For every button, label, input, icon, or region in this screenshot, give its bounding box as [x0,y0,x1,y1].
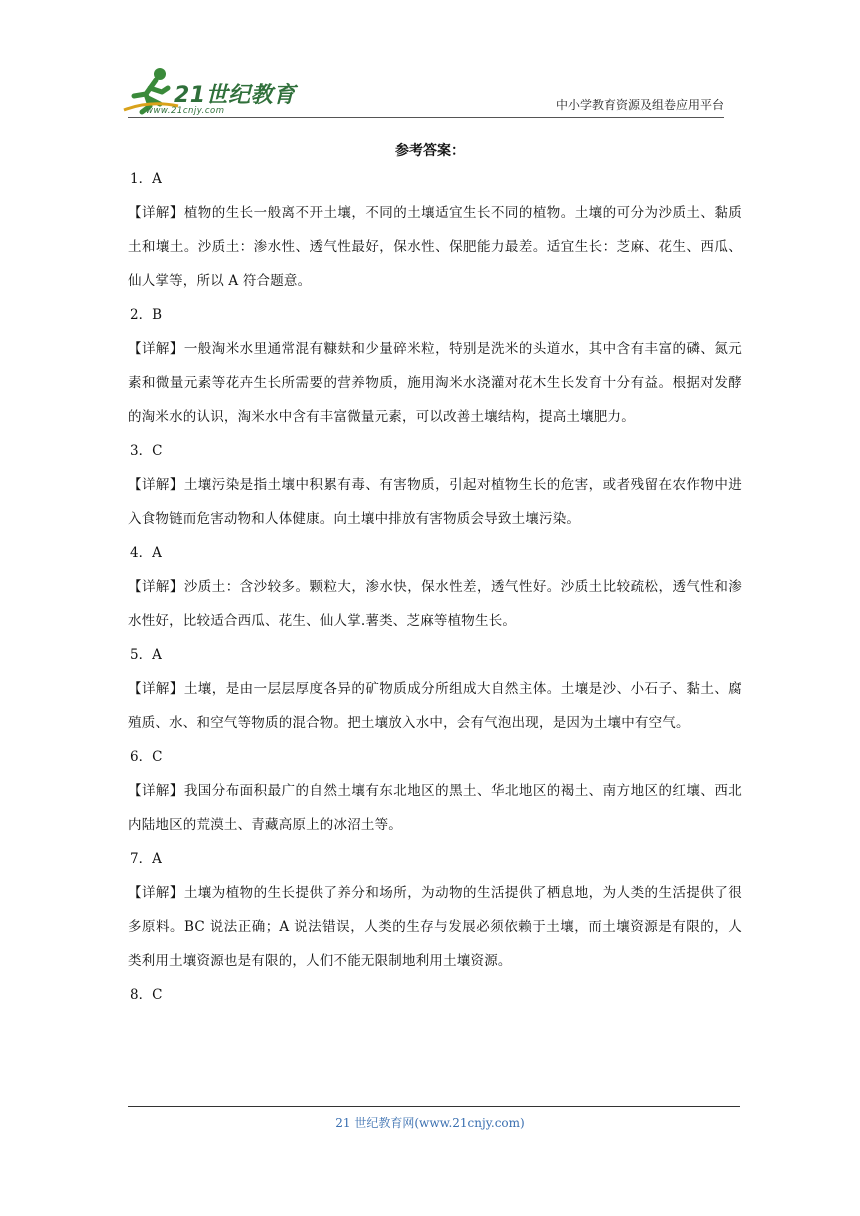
logo-text: 21世纪教育 [174,83,296,108]
answer-number: 6．C [130,749,163,765]
answer-number: 8．C [130,987,163,1003]
answer-detail: 【详解】我国分布面积最广的自然土壤有东北地区的黑土、华北地区的褐土、南方地区的红壤、西北内陆地区的荒漠土、青藏高原上的冰沼土等。 [128,783,742,833]
site-logo[interactable] [120,66,300,116]
answer-item [128,638,742,740]
logo-url: www.21cnjy.com [146,106,225,116]
answer-detail: 【详解】一般淘米水里通常混有糠麸和少量碎米粒，特别是洗米的头道水，其中含有丰富的磷、氮元素和微量元素等花卉生长所需要的营养物质，施用淘米水浇灌对花木生长发育十分有益。根据对发酵的淘米水的认识，淘米水中含有丰富微量元素，可以改善土壤结构，提高土壤肥力。 [128,341,742,425]
answer-item [128,434,742,536]
answer-item [128,162,742,298]
answer-number: 3．C [130,443,163,459]
answer-detail: 【详解】土壤污染是指土壤中积累有毒、有害物质，引起对植物生长的危害，或者残留在农作物中进入食物链而危害动物和人体健康。向土壤中排放有害物质会导致土壤污染。 [128,477,742,527]
answer-detail: 【详解】土壤，是由一层层厚度各异的矿物质成分所组成大自然主体。土壤是沙、小石子、黏土、腐殖质、水、和空气等物质的混合物。把土壤放入水中，会有气泡出现，是因为土壤中有空气。 [128,681,742,731]
answer-item [128,536,742,638]
page-title: 参考答案： [395,143,465,159]
answer-item [128,740,742,842]
header-divider [128,117,724,118]
answer-list [128,162,742,1012]
answer-number: 4．A [130,545,162,561]
answer-detail: 【详解】沙质土：含沙较多。颗粒大，渗水快，保水性差，透气性好。沙质土比较疏松，透气性和渗水性好，比较适合西瓜、花生、仙人掌.薯类、芝麻等植物生长。 [128,579,742,629]
footer-divider [128,1106,740,1107]
answer-number: 5．A [130,647,162,663]
footer-link[interactable]: 21 世纪教育网(www.21cnjy.com) [335,1116,525,1130]
answer-item [128,298,742,434]
answer-item [128,842,742,978]
answer-detail: 【详解】植物的生长一般离不开土壤，不同的土壤适宜生长不同的植物。土壤的可分为沙质土、黏质土和壤土。沙质土：渗水性、透气性最好，保水性、保肥能力最差。适宜生长：芝麻、花生、西瓜、仙人掌等，所以 A 符合题意。 [128,205,742,289]
header-platform-text: 中小学教育资源及组卷应用平台 [555,98,724,112]
answer-number: 2．B [130,307,163,323]
answer-number: 7．A [130,851,162,867]
answer-detail: 【详解】土壤为植物的生长提供了养分和场所，为动物的生活提供了栖息地，为人类的生活提供了很多原料。BC 说法正确；A 说法错误，人类的生存与发展必须依赖于土壤，而土壤资源是有限的，人类利用土壤资源也是有限的，人们不能无限制地利用土壤资源。 [128,885,742,969]
answer-item [128,978,742,1012]
answer-number: 1．A [130,171,162,187]
